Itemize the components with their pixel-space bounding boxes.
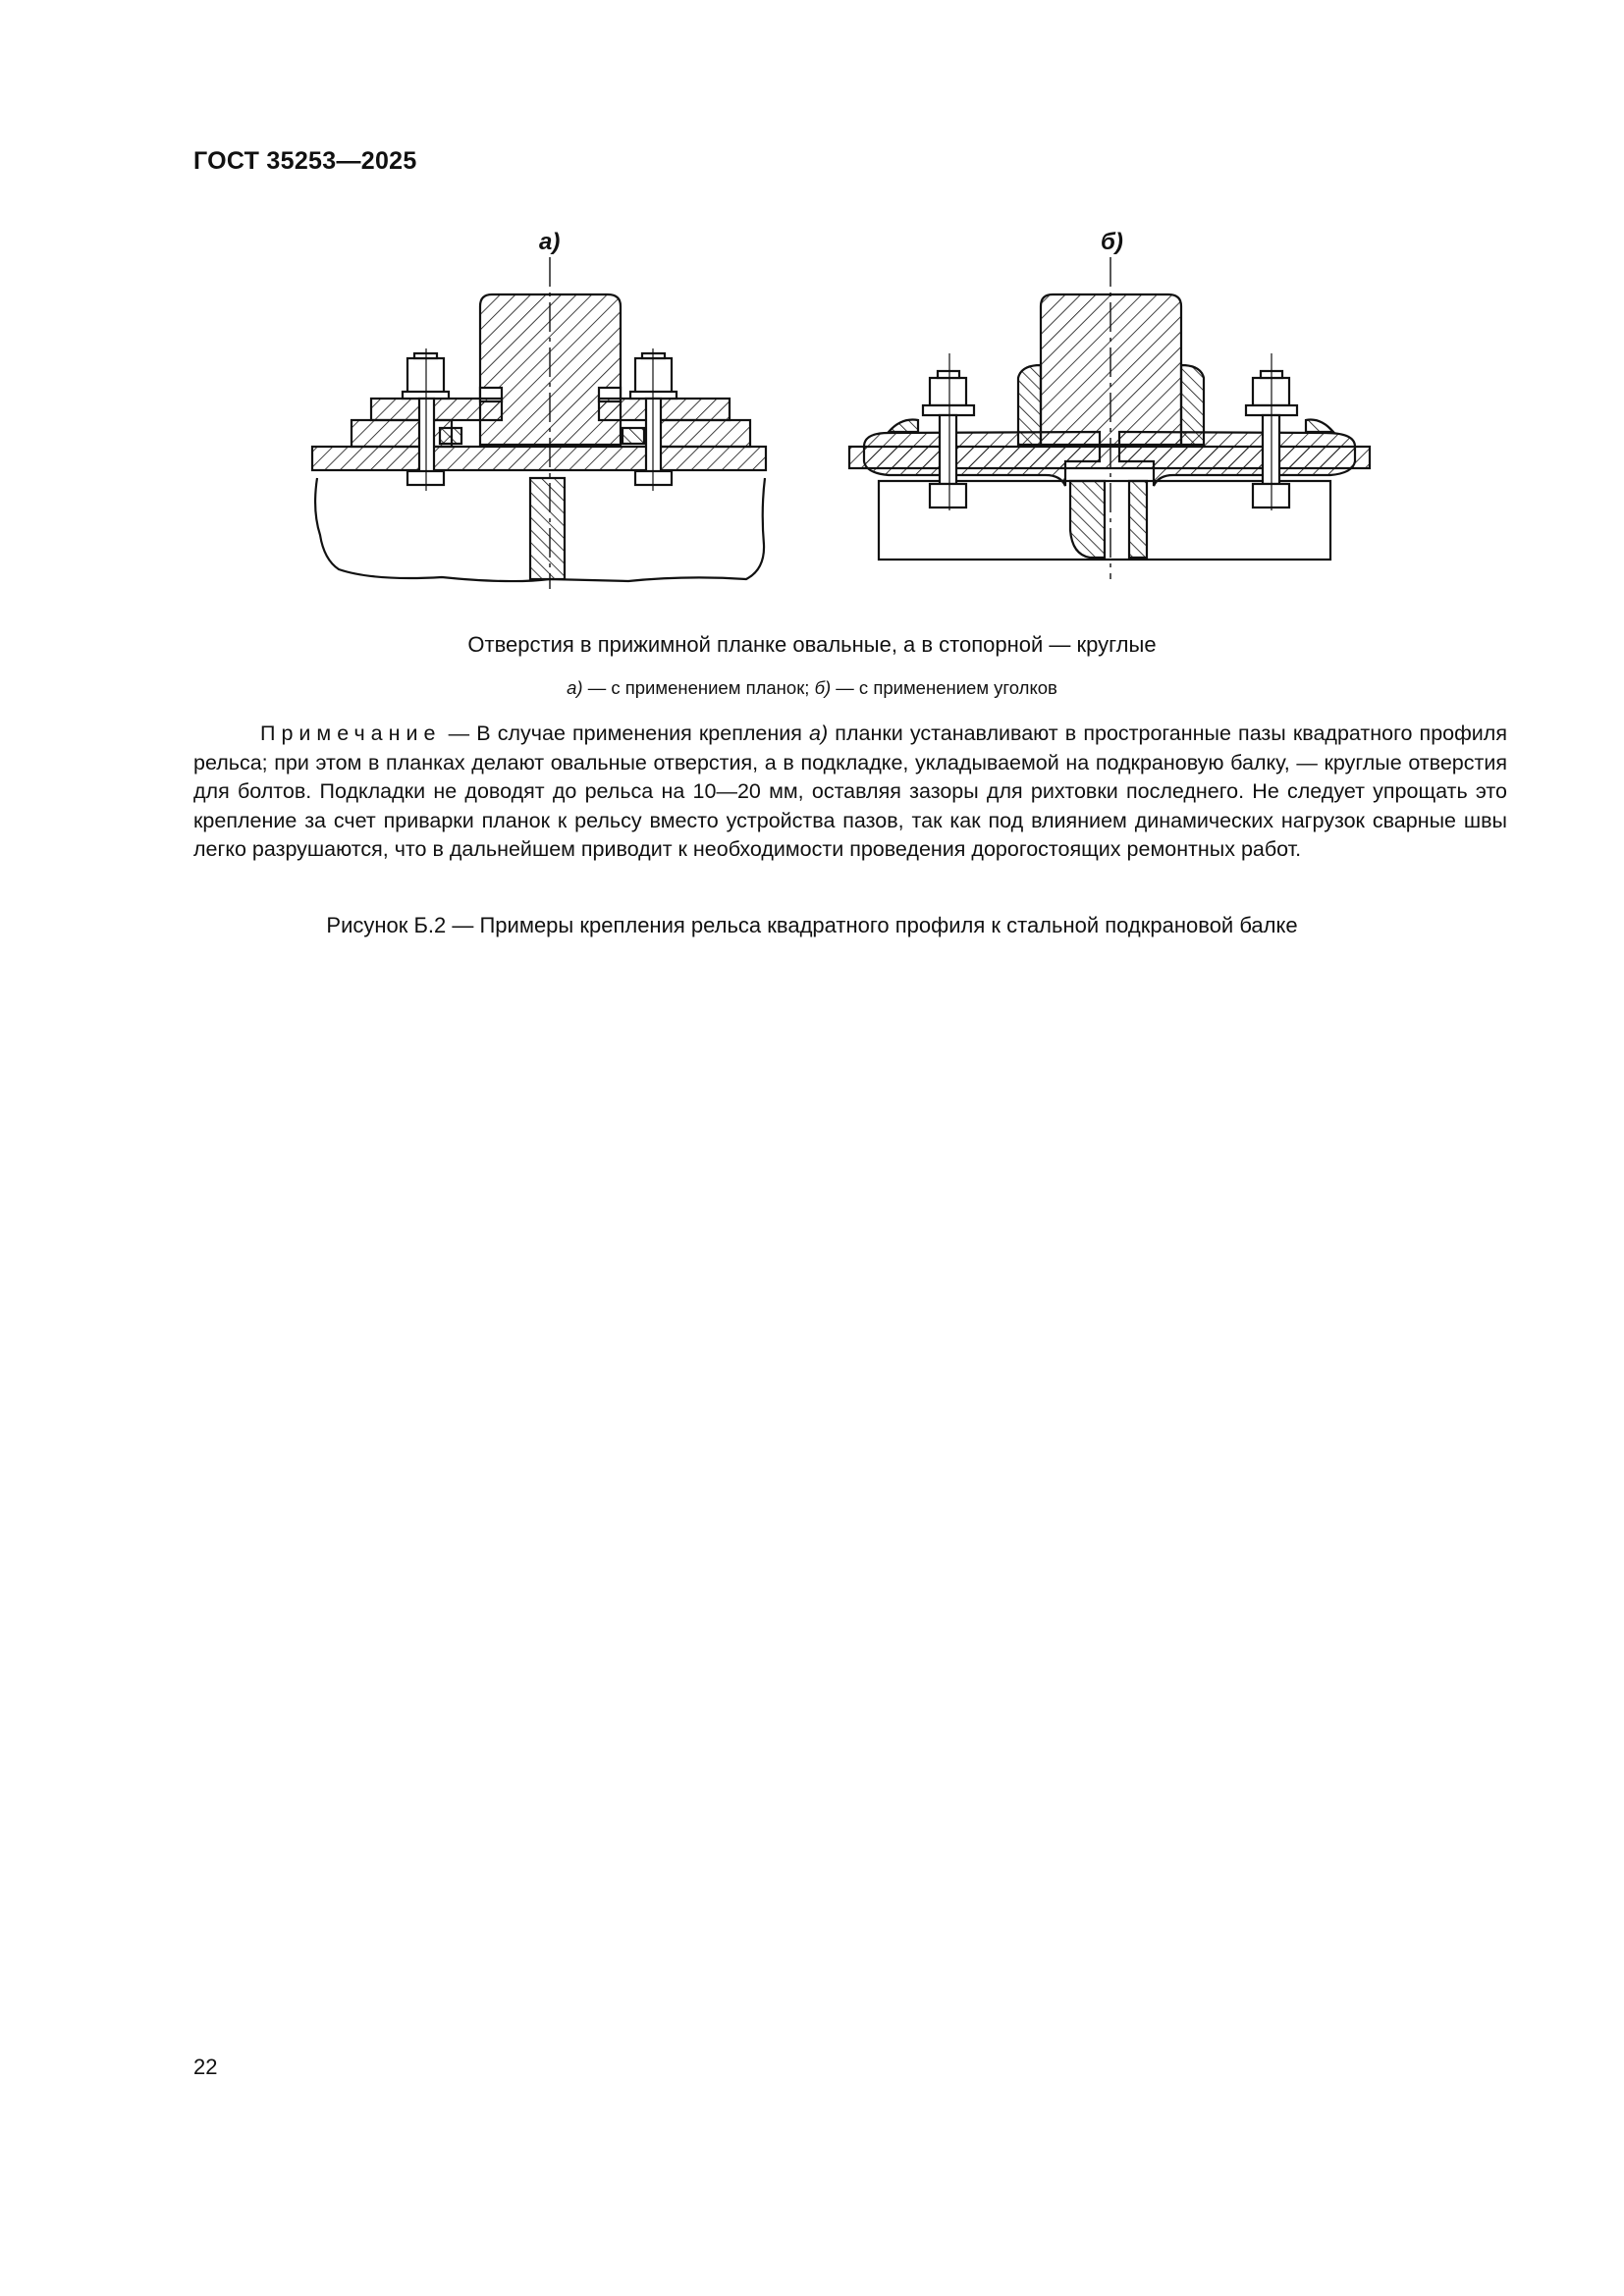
drawing-a [312,257,766,589]
document-header: ГОСТ 35253—2025 [193,147,417,175]
subcaption-b-text: — с применением уголков [831,677,1057,698]
figure-caption: Отверстия в прижимной планке овальные, а в стопорной — круглые [467,632,1157,657]
note-text-1: В случае применения крепления [476,721,810,745]
subcaption-a-label: а) [567,677,583,698]
note-text-2: планки устанавливают в прострoганные пазы квадратного профиля рельса; при этом в планках делают овальные отверстия, а в подкладке, укладываемой на подкрановую балку, — круглые отверстия для болтов. Подкладки не доводят до рельса на 10—20 мм, оставляя зазоры для рихтовки последнего. Не следует упрощать это крепление за счет приварки планок к рельсу вместо устройства пазов, так как под влиянием динамических нагрузок сварные швы легко разрушаются, что в дальнейшем приводит к необходимости проведения дорогостоящих ремонтных работ. [193,721,1507,861]
note-prefix: Примечание [260,721,442,745]
figure-subcaption [0,677,1624,699]
drawing-b [849,257,1370,579]
technical-drawing [0,0,1624,628]
subcaption-a-text: — с применением планок; [582,677,815,698]
figure-title: Рисунок Б.2 — Примеры крепления рельса квадратного профиля к стальной подкрановой балке [326,913,1298,937]
figure-label-b: б) [1101,229,1123,255]
subcaption-b-label: б) [814,677,832,698]
note-ref-a: а) [809,721,829,745]
note-paragraph [193,720,1507,865]
figure-label-a: а) [539,229,561,255]
page-number: 22 [193,2055,218,2079]
note-dash: — [441,721,477,745]
